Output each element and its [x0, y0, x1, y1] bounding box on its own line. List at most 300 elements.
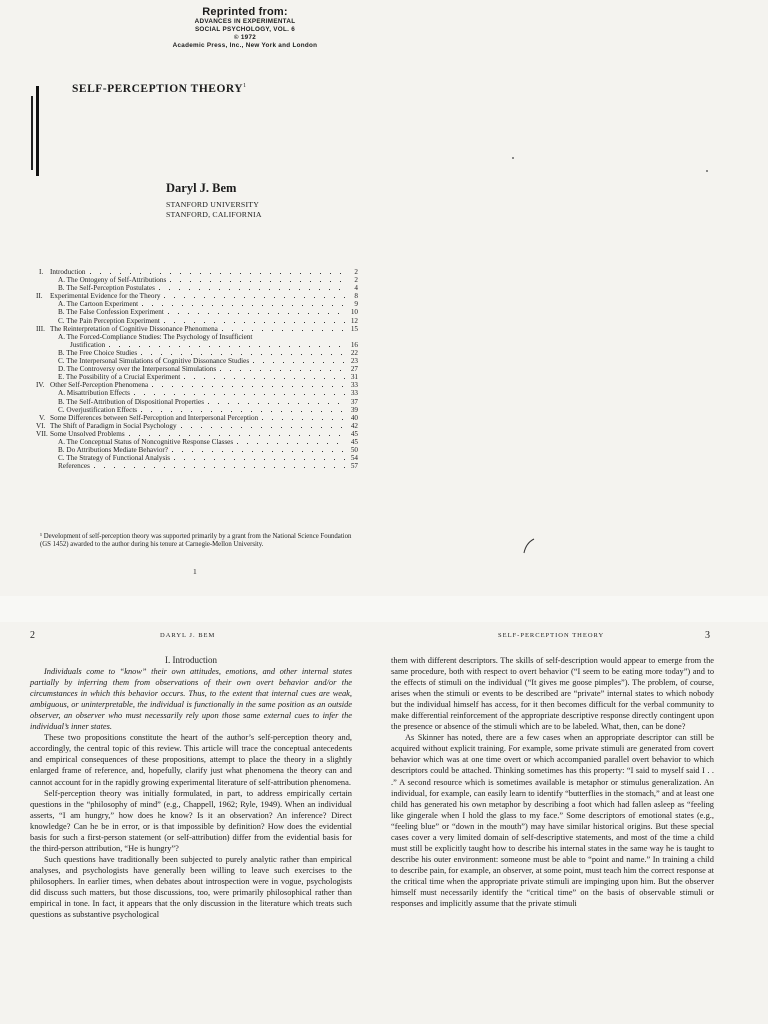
toc-leader-dot	[164, 297, 165, 298]
toc-leader-dot	[342, 386, 343, 387]
toc-leader-dot	[334, 467, 335, 468]
section-title: I. Introduction	[165, 655, 217, 665]
toc-leader-dot	[254, 322, 255, 323]
toc-leader-dot	[232, 386, 233, 387]
toc-entry	[36, 333, 358, 341]
toc-leader-dot	[280, 370, 281, 371]
toc-leader-dot	[184, 394, 185, 395]
toc-leader-dot	[314, 378, 315, 379]
toc-leader-dot	[238, 403, 239, 404]
toc-leader-dot	[204, 322, 205, 323]
toc-entry-text: B. The False Confession Experiment	[58, 308, 164, 317]
toc-leader-dot	[260, 273, 261, 274]
toc-leader-dot	[308, 313, 309, 314]
reprint-line: SOCIAL PSYCHOLOGY, VOL. 6	[194, 26, 296, 33]
toc-leader-dot	[259, 435, 260, 436]
toc-leader-dot	[271, 354, 272, 355]
toc-leader-dot	[264, 322, 265, 323]
toc-leader-dot	[202, 451, 203, 452]
toc-leader-dot	[319, 289, 320, 290]
toc-leader-dot	[241, 354, 242, 355]
toc-entry-text: A. Misattribution Effects	[58, 389, 130, 398]
toc-leader-dot	[313, 362, 314, 363]
toc-leader-dot	[119, 346, 120, 347]
toc-leader-dot	[341, 427, 342, 428]
toc-entry-text: C. The Strategy of Functional Analysis	[58, 454, 171, 463]
toc-leader-dot	[343, 362, 344, 363]
toc-leader-dot	[328, 403, 329, 404]
toc-leader-dot	[250, 273, 251, 274]
toc-leader-dot	[271, 411, 272, 412]
toc-leader-dot	[214, 297, 215, 298]
toc-leader-dot	[181, 354, 182, 355]
toc-leader-dot	[341, 411, 342, 412]
toc-leader-dot	[263, 362, 264, 363]
toc-leader-dot	[344, 467, 345, 468]
toc-leader-dot	[149, 346, 150, 347]
toc-leader-dot	[188, 313, 189, 314]
toc-leader-dot	[170, 281, 171, 282]
toc-leader-dot	[279, 435, 280, 436]
toc-leader-dot	[189, 435, 190, 436]
toc-leader-dot	[164, 394, 165, 395]
toc-leader-dot	[324, 297, 325, 298]
toc-leader-dot	[209, 435, 210, 436]
toc-leader-dot	[294, 297, 295, 298]
toc-leader-dot	[324, 322, 325, 323]
toc-entry-number: I.	[39, 268, 44, 276]
toc-leader-dot	[151, 411, 152, 412]
toc-entry-page: 16	[350, 340, 358, 349]
toc-leader-dot	[262, 386, 263, 387]
toc-leader-dot	[179, 289, 180, 290]
toc-leader-dot	[130, 273, 131, 274]
toc-leader-dot	[261, 427, 262, 428]
toc-leader-dot	[292, 305, 293, 306]
toc-leader-dot	[294, 322, 295, 323]
toc-leader-dot	[150, 273, 151, 274]
toc-leader-dot	[240, 370, 241, 371]
toc-leader-dot	[303, 362, 304, 363]
toc-entry-page: 50	[350, 446, 358, 455]
reprint-line: © 1972	[233, 34, 257, 41]
toc-leader-dot	[190, 273, 191, 274]
toc-leader-dot	[160, 273, 161, 274]
toc-entry	[36, 308, 358, 316]
toc-leader-dot	[224, 459, 225, 460]
toc-leader-dot	[327, 443, 328, 444]
toc-leader-dot	[262, 419, 263, 420]
toc-leader-dot	[239, 346, 240, 347]
toc-leader-dot	[239, 289, 240, 290]
toc-leader-dot	[290, 370, 291, 371]
toc-leader-dot	[339, 346, 340, 347]
toc-leader-dot	[291, 354, 292, 355]
toc-leader-dot	[268, 403, 269, 404]
toc-leader-dot	[338, 313, 339, 314]
toc-entry-text: A. The Cartoon Experiment	[58, 300, 139, 309]
toc-entry-text: A. The Forced-Compliance Studies: The Psychology of Insufficient	[58, 332, 253, 341]
toc-entry-page: 45	[350, 437, 358, 446]
scan-speck	[512, 157, 514, 159]
toc-leader-dot	[322, 451, 323, 452]
toc-leader-dot	[192, 451, 193, 452]
toc-leader-dot	[219, 435, 220, 436]
toc-leader-dot	[292, 451, 293, 452]
toc-leader-dot	[140, 273, 141, 274]
toc-leader-dot	[252, 330, 253, 331]
toc-leader-dot	[159, 289, 160, 290]
toc-leader-dot	[172, 451, 173, 452]
toc-leader-dot	[224, 394, 225, 395]
toc-leader-dot	[324, 459, 325, 460]
toc-leader-dot	[309, 289, 310, 290]
toc-leader-dot	[317, 443, 318, 444]
toc-entry-page: 40	[350, 413, 358, 422]
toc-leader-dot	[169, 346, 170, 347]
margin-bar-thin	[31, 96, 33, 170]
toc-leader-dot	[298, 313, 299, 314]
toc-leader-dot	[244, 297, 245, 298]
toc-leader-dot	[209, 289, 210, 290]
toc-leader-dot	[254, 467, 255, 468]
toc-entry	[36, 300, 358, 308]
toc-leader-dot	[244, 322, 245, 323]
toc-leader-dot	[234, 459, 235, 460]
toc-leader-dot	[304, 322, 305, 323]
toc-entry	[36, 389, 358, 397]
toc-leader-dot	[278, 313, 279, 314]
toc-entry-page: 54	[350, 454, 358, 463]
toc-leader-dot	[314, 297, 315, 298]
toc-leader-dot	[310, 281, 311, 282]
toc-leader-dot	[201, 354, 202, 355]
toc-leader-dot	[192, 386, 193, 387]
toc-leader-dot	[311, 427, 312, 428]
toc-entry-text: B. The Self-Perception Postulates	[58, 284, 155, 293]
toc-leader-dot	[338, 403, 339, 404]
toc-entry	[36, 268, 358, 276]
toc-entry-number: II.	[36, 292, 43, 301]
toc-leader-dot	[189, 289, 190, 290]
toc-leader-dot	[174, 297, 175, 298]
toc-leader-dot	[258, 403, 259, 404]
toc-leader-dot	[252, 305, 253, 306]
toc-leader-dot	[180, 273, 181, 274]
toc-leader-dot	[310, 370, 311, 371]
toc-leader-dot	[218, 403, 219, 404]
toc-entry-number: VI.	[36, 421, 46, 430]
toc-leader-dot	[332, 386, 333, 387]
toc-leader-dot	[209, 346, 210, 347]
toc-leader-dot	[292, 330, 293, 331]
toc-leader-dot	[134, 394, 135, 395]
toc-leader-dot	[264, 467, 265, 468]
toc-leader-dot	[280, 273, 281, 274]
toc-leader-dot	[258, 313, 259, 314]
toc-entry	[36, 454, 358, 462]
toc-leader-dot	[302, 386, 303, 387]
margin-bar	[36, 86, 39, 176]
toc-leader-dot	[244, 467, 245, 468]
toc-leader-dot	[274, 459, 275, 460]
toc-leader-dot	[194, 459, 195, 460]
toc-leader-dot	[260, 281, 261, 282]
paragraph: Self-perception theory was initially formulated, in part, to address empirically certain questions in the “philosophy of mind” (e.g., Chappell, 1962; Ryle, 1949). When an individual asserts, “I am hungry,” how does he know? Is it an observation? An inference? Direct knowledge? Can he be in error, or is that impossible by definition? How does the evidential basis for such a first-person statement (or self-attribution) differ from the evidential basis for the third-person attribution, “He is hungry”?	[30, 788, 352, 853]
toc-leader-dot	[241, 411, 242, 412]
toc-leader-dot	[202, 305, 203, 306]
toc-entry-number: V.	[39, 413, 46, 422]
toc-leader-dot	[344, 322, 345, 323]
toc-leader-dot	[297, 443, 298, 444]
toc-leader-dot	[114, 467, 115, 468]
toc-leader-dot	[191, 411, 192, 412]
toc-leader-dot	[221, 354, 222, 355]
toc-leader-dot	[342, 305, 343, 306]
toc-leader-dot	[174, 467, 175, 468]
toc-leader-dot	[311, 411, 312, 412]
reprint-heading: Reprinted from:	[202, 6, 288, 18]
toc-leader-dot	[259, 289, 260, 290]
toc-entry-page: 4	[354, 284, 358, 293]
toc-leader-dot	[184, 459, 185, 460]
toc-leader-dot	[312, 419, 313, 420]
toc-leader-dot	[289, 346, 290, 347]
toc-leader-dot	[224, 467, 225, 468]
toc-leader-dot	[180, 281, 181, 282]
toc-leader-dot	[332, 305, 333, 306]
toc-leader-dot	[201, 411, 202, 412]
toc-leader-dot	[232, 451, 233, 452]
toc-leader-dot	[210, 273, 211, 274]
toc-leader-dot	[281, 427, 282, 428]
toc-leader-dot	[329, 435, 330, 436]
toc-leader-dot	[129, 346, 130, 347]
toc-leader-dot	[274, 467, 275, 468]
reprint-line: Academic Press, Inc., New York and London	[172, 42, 318, 49]
toc-leader-dot	[269, 346, 270, 347]
toc-leader-dot	[110, 273, 111, 274]
toc-entry	[36, 422, 358, 430]
toc-leader-dot	[274, 322, 275, 323]
toc-leader-dot	[189, 346, 190, 347]
toc-leader-dot	[124, 467, 125, 468]
toc-leader-dot	[278, 403, 279, 404]
toc-leader-dot	[331, 354, 332, 355]
toc-leader-dot	[323, 362, 324, 363]
toc-leader-dot	[220, 370, 221, 371]
toc-leader-dot	[161, 354, 162, 355]
toc-leader-dot	[292, 386, 293, 387]
toc-leader-dot	[332, 419, 333, 420]
toc-leader-dot	[221, 411, 222, 412]
toc-leader-dot	[261, 411, 262, 412]
paragraph: These two propositions constitute the heart of the author’s self-perception theory and, accordingly, the central topic of this review. This article will trace the conceptual antecedents and empirical consequences of these propositions, attempt to place the theory in a slightly enlarged frame of reference, and, hopefully, clarify just what phenomena the theory can and cannot account for in the rapidly growing experimental literature of self-attribution phenomena.	[30, 733, 352, 787]
toc-leader-dot	[304, 394, 305, 395]
toc-leader-dot	[151, 354, 152, 355]
toc-leader-dot	[283, 362, 284, 363]
toc-leader-dot	[204, 297, 205, 298]
toc-leader-dot	[324, 394, 325, 395]
toc-leader-dot	[212, 386, 213, 387]
toc-leader-dot	[334, 394, 335, 395]
toc-leader-dot	[100, 273, 101, 274]
toc-leader-dot	[312, 305, 313, 306]
toc-leader-dot	[178, 313, 179, 314]
toc-leader-dot	[299, 289, 300, 290]
toc-leader-dot	[257, 443, 258, 444]
toc-leader-dot	[339, 289, 340, 290]
toc-leader-dot	[181, 427, 182, 428]
toc-entry-page: 37	[350, 397, 358, 406]
toc-leader-dot	[230, 281, 231, 282]
page-number: 2	[30, 630, 35, 641]
toc-leader-dot	[322, 419, 323, 420]
toc-leader-dot	[264, 378, 265, 379]
toc-leader-dot	[250, 281, 251, 282]
paragraph: Individuals come to “know” their own attitudes, emotions, and other internal states partially by inferring them from observations of their own overt behavior and/or the circumstances in which this behavior occurs. Thus, to the extent that internal cues are weak, ambiguous, or uninterpretable, the individual is functionally in the same position as an outside observer, an observer who must necessarily rely upon those same external cues to infer the individual’s inner states.	[30, 667, 352, 732]
toc-entry-page: 23	[350, 357, 358, 366]
toc-entry-text: Introduction	[50, 268, 86, 276]
toc-leader-dot	[282, 419, 283, 420]
toc-entry	[36, 349, 358, 357]
toc-leader-dot	[171, 411, 172, 412]
toc-leader-dot	[322, 386, 323, 387]
toc-leader-dot	[154, 394, 155, 395]
toc-leader-dot	[304, 378, 305, 379]
toc-leader-dot	[142, 305, 143, 306]
toc-leader-dot	[322, 305, 323, 306]
toc-leader-dot	[259, 346, 260, 347]
toc-leader-dot	[164, 322, 165, 323]
toc-leader-dot	[181, 411, 182, 412]
toc-leader-dot	[144, 394, 145, 395]
toc-entry-page: 33	[350, 389, 358, 398]
toc-entry-text: B. The Self-Attribution of Dispositional Properties	[58, 397, 204, 406]
toc-leader-dot	[200, 281, 201, 282]
toc-leader-dot	[240, 273, 241, 274]
toc-leader-dot	[302, 451, 303, 452]
author-name: Daryl J. Bem	[166, 181, 237, 195]
toc-leader-dot	[272, 305, 273, 306]
toc-leader-dot	[198, 313, 199, 314]
toc-leader-dot	[264, 459, 265, 460]
toc-leader-dot	[328, 313, 329, 314]
toc-leader-dot	[248, 403, 249, 404]
toc-leader-dot	[152, 386, 153, 387]
toc-entry-page: 8	[354, 292, 358, 301]
toc-leader-dot	[194, 378, 195, 379]
toc-entry-page: 45	[350, 429, 358, 438]
toc-leader-dot	[284, 322, 285, 323]
toc-leader-dot	[284, 378, 285, 379]
toc-leader-dot	[247, 443, 248, 444]
toc-leader-dot	[231, 411, 232, 412]
toc-leader-dot	[288, 403, 289, 404]
toc-leader-dot	[333, 362, 334, 363]
toc-leader-dot	[321, 411, 322, 412]
article-title	[72, 83, 247, 95]
toc-leader-dot	[200, 273, 201, 274]
toc-leader-dot	[120, 273, 121, 274]
toc-leader-dot	[184, 467, 185, 468]
toc-entry-page: 15	[350, 324, 358, 333]
toc-leader-dot	[179, 435, 180, 436]
toc-leader-dot	[340, 281, 341, 282]
toc-entry	[36, 430, 358, 438]
toc-leader-dot	[272, 419, 273, 420]
toc-leader-dot	[290, 281, 291, 282]
toc-leader-dot	[214, 467, 215, 468]
page-number: 3	[705, 630, 710, 641]
toc-entry-text: B. The Free Choice Studies	[58, 348, 138, 357]
toc-leader-dot	[291, 427, 292, 428]
toc-leader-dot	[299, 435, 300, 436]
toc-entry-text: C. The Pain Perception Experiment	[58, 316, 160, 325]
paragraph: them with different descriptors. The skills of self-description would appear to emerge from the same procedure, both with respect to overt behavior (“I seem to be eating more today”) and to the effects of stimuli on the individual (“It gives me goose pimples”). The problem, of course, arises when the stimuli or events to be described are “private” internal states to which nobody but the individual himself has access, for it then becomes difficult for the verbal community to make differential reinforcement of the appropriate descriptive response directly contingent upon the presence or absence of the stimuli which are to be labeled. What, then, can be done?	[391, 656, 714, 732]
toc-leader-dot	[214, 322, 215, 323]
toc-leader-dot	[302, 419, 303, 420]
toc-entry	[36, 414, 358, 422]
toc-leader-dot	[229, 346, 230, 347]
title-footnote-mark: 1	[243, 83, 247, 90]
toc-leader-dot	[334, 378, 335, 379]
footnote: ¹ Development of self-perception theory was supported primarily by a grant from the National Science Foundation (GS 1452) awarded to the author during his tenure at Carnegie-Mellon University.	[40, 533, 352, 549]
toc-leader-dot	[319, 346, 320, 347]
toc-leader-dot	[284, 394, 285, 395]
toc-leader-dot	[191, 427, 192, 428]
toc-leader-dot	[264, 394, 265, 395]
toc-leader-dot	[192, 305, 193, 306]
toc-leader-dot	[282, 451, 283, 452]
toc-leader-dot	[234, 467, 235, 468]
toc-leader-dot	[234, 394, 235, 395]
toc-leader-dot	[162, 386, 163, 387]
toc-entry	[36, 438, 358, 446]
toc-leader-dot	[242, 386, 243, 387]
toc-leader-dot	[139, 346, 140, 347]
toc-leader-dot	[242, 330, 243, 331]
paragraph: As Skinner has noted, there are a few cases when an appropriate descriptor can still be acquired without explicit training. For example, some private stimuli are generated from covert behavior which was at one time overt or which accompanied parallel overt behavior to which descriptors could be attached. Thinking sometimes has this property: “I said to myself said I . . .” A second resource which is sometimes available is metaphor or stimulus generalization. An individual, for example, can easily learn to identify “butterflies in the stomach,” and at least one child has generated his own metaphor by describing a foot which had fallen asleep as “feeling like gingerale when I hold the glass to my face.” Some descriptors of emotional states (e.g., “feeling blue” or “down in the mouth”) may have similar historical origins. But these special cases cover a very limited domain of self-descriptive statements, and most of the time a child must still be explicitly taught how to describe his internal states in the same way he is taught to describe his outer environment: someone must be able to “point and name.” In training a child to describe pain, for example, an observer, at some point, must teach him the correct response at the critical time when the appropriate private stimuli are impinging upon him. But the observer himself must necessarily identify the “critical time” on the basis of observable stimuli or responses and implicitly assume that the private stimuli	[391, 733, 714, 909]
toc-leader-dot	[214, 394, 215, 395]
toc-leader-dot	[302, 330, 303, 331]
toc-leader-dot	[224, 322, 225, 323]
toc-leader-dot	[273, 362, 274, 363]
toc-leader-dot	[324, 467, 325, 468]
toc-entry-page: 57	[350, 462, 358, 471]
toc-leader-dot	[321, 354, 322, 355]
toc-leader-dot	[208, 313, 209, 314]
toc-leader-dot	[212, 305, 213, 306]
toc-leader-dot	[194, 467, 195, 468]
toc-leader-dot	[294, 394, 295, 395]
toc-entry-text: C. The Interpersonal Simulations of Cognitive Dissonance Studies	[58, 357, 250, 366]
toc-leader-dot	[159, 435, 160, 436]
toc-leader-dot	[221, 427, 222, 428]
toc-entry-number: VII.	[36, 429, 48, 438]
toc-leader-dot	[334, 459, 335, 460]
toc-leader-dot	[199, 346, 200, 347]
toc-leader-dot	[182, 451, 183, 452]
toc-entry	[36, 462, 358, 470]
toc-leader-dot	[272, 451, 273, 452]
toc-leader-dot	[199, 289, 200, 290]
toc-entry-page: 33	[350, 381, 358, 390]
toc-leader-dot	[340, 273, 341, 274]
toc-entry-text: The Reinterpretation of Cognitive Dissonance Phenomena	[50, 324, 218, 333]
toc-leader-dot	[234, 322, 235, 323]
toc-entry-page: 2	[354, 268, 358, 276]
